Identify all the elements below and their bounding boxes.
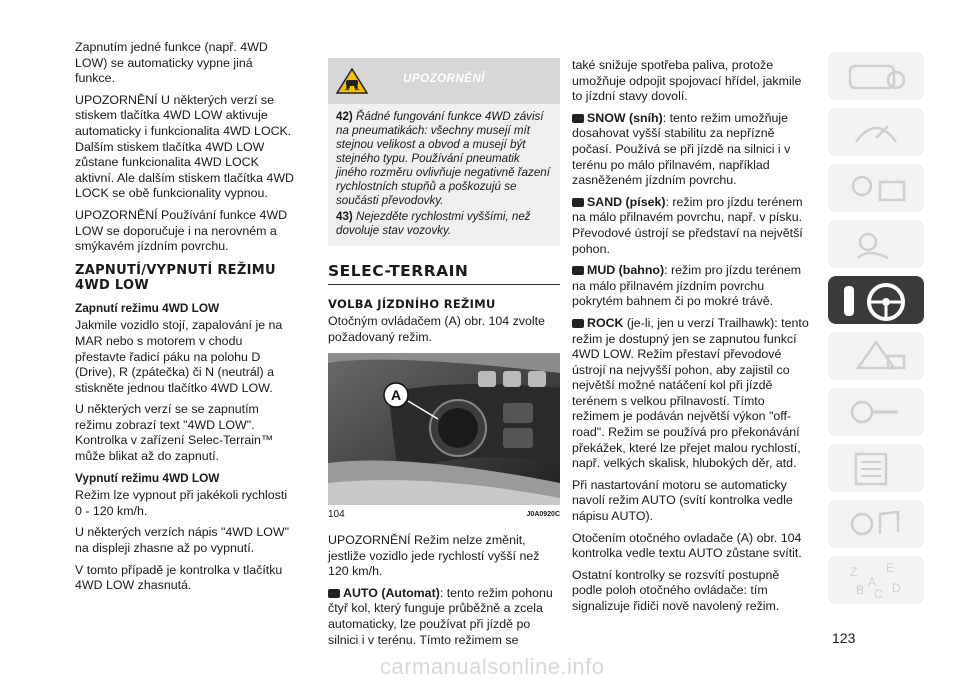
warning-number: 43) — [336, 210, 353, 223]
paragraph: V tomto případě je kontrolka v tlačítku 4WD LOW zhasnutá. — [75, 562, 283, 593]
page-number: 123 — [832, 630, 856, 646]
tab-emergency[interactable] — [828, 332, 924, 380]
chapter-tabs — [828, 52, 928, 612]
mode-indicator-icon — [572, 198, 584, 207]
maintenance-icon — [828, 388, 924, 436]
mode-text: : režim pro jízdu terénem na málo přilnavém jízdním povrchu pokrytém bahnem či po mokré trávě. — [572, 263, 802, 309]
paragraph — [328, 586, 560, 648]
mode-text: : režim pro jízdu terénem na málo přilnavém povrchu, např. v písku. Převodové ústrojí se představí na největší pohon. — [572, 194, 803, 256]
paragraph: UPOZORNĚNÍ Používání funkce 4WD LOW se doporučuje i na nerovném a smýkavém jízdním povrchu. — [75, 207, 288, 254]
section-heading: ZAPNUTÍ/VYPNUTÍ REŽIMU 4WD LOW — [75, 262, 276, 293]
warning-header — [328, 58, 560, 104]
mode-text: (je-li, jen u verzí Trailhawk): tento režim je dostupný jen se zapnutou funkcí 4WD LOW. Režim přestaví převodové ústrojí na nejvyšší pohon, aby zajistil co největší možné natáčení kol při jízdě terénem s velkou přilnavostí. Tímto režimem je podáván největší výkon "off-road". Režim se používá pro překonávání překážek, které lze přejet malou rychlostí, např. velkých skalisk, hlubokých děr, atd. — [572, 315, 809, 471]
warning-lights-icon — [828, 108, 924, 156]
mode-text: : tento režim umožňuje dosahovat vyšší stabilitu za nepřízně počasí. Používá se při jízdě na silnici i v terénu po málo přilnavém, například zasněženém jízdním povrchu. — [572, 110, 791, 188]
subheading: VOLBA JÍZDNÍHO REŽIMU — [328, 296, 496, 311]
paragraph: U některých verzí se se zapnutím režimu zobrazí text "4WD LOW". Kontrolka v zařízení Selec-Terrain™ může blikat až do zapnutí. — [75, 402, 274, 464]
paragraph: Ostatní kontrolky se rozsvítí postupně podle poloh otočného ovládače: tím signalizuje řidiči nově navolený režim. — [572, 567, 780, 613]
column-middle — [328, 58, 560, 654]
tab-starting[interactable] — [828, 220, 924, 268]
warning-body — [328, 104, 560, 246]
paragraph: UPOZORNĚNÍ U některých verzí se stiskem tlačítka 4WD LOW aktivuje automaticky i funkcionalita 4WD LOCK. Dalším stiskem tlačítka 4WD LOW zůstane funkcionalita 4WD LOCK aktivní. Ale dalším stiskem tlačítka 4WD LOCK se obě funkcionality vypnou. — [75, 92, 294, 201]
paragraph — [572, 263, 812, 310]
warning-text: Nejezděte rychlostmi vyššími, než dovoluje stav vozovky. — [336, 210, 531, 237]
subheading: Zapnutí režimu 4WD LOW — [75, 300, 220, 315]
mode-text: : tento režim pohonu čtyř kol, který funguje průběžně a zcela automaticky, lze používat při jízdě po silnici i v terénu. Tímto režimem se — [328, 585, 553, 647]
paragraph: Při nastartování motoru se automaticky navolí režim AUTO (svítí kontrolka vedle nápisu AUTO). — [572, 477, 793, 524]
section-heading: SELEC-TERRAIN — [328, 264, 560, 285]
paragraph: Otočným ovládačem (A) obr. 104 zvolte požadovaný režim. — [328, 314, 545, 344]
tab-maintenance[interactable] — [828, 388, 924, 436]
paragraph — [572, 316, 812, 472]
svg-text:A: A — [868, 575, 877, 589]
car-info-icon — [828, 52, 924, 100]
selec-terrain-knob-photo — [328, 353, 560, 505]
warning-number: 42) — [336, 110, 353, 123]
figure-photo — [328, 353, 560, 505]
paragraph — [572, 111, 812, 189]
emergency-icon — [828, 332, 924, 380]
paragraph: U některých verzích nápis "4WD LOW" na displeji zhasne až po vypnutí. — [75, 525, 289, 556]
mode-indicator-icon — [328, 589, 340, 598]
svg-text:B: B — [856, 583, 865, 597]
paragraph: Režim lze vypnout při jakékoli rychlosti 0 - 120 km/h. — [75, 488, 288, 518]
svg-text:E: E — [886, 561, 895, 575]
figure-caption — [328, 507, 560, 523]
index-icon — [828, 556, 924, 604]
mode-label: AUTO (Automat) — [343, 585, 440, 600]
svg-text:C: C — [874, 587, 883, 601]
paragraph: Jakmile vozidlo stojí, zapalování je na MAR nebo s motorem v chodu přestavte řadicí páku na polohu D (Drive), R (zpátečka) či N (neutrál) a stiskněte jednou tlačítko 4WD LOW. — [75, 318, 283, 395]
safety-icon — [828, 164, 924, 212]
tab-safety[interactable] — [828, 164, 924, 212]
mode-label: SNOW (sníh) — [587, 110, 663, 125]
tab-warning-lights[interactable] — [828, 108, 924, 156]
mode-label: SAND (písek) — [587, 194, 666, 209]
paragraph: také snižuje spotřeba paliva, protože umožňuje odpojit spojovací hřídel, jakmile to jízdní stavy dovolí. — [572, 58, 802, 104]
paragraph — [572, 195, 812, 257]
paragraph: UPOZORNĚNÍ Režim nelze změnit, jestliže vozidlo jede rychlostí vyšší než 120 km/h. — [328, 532, 540, 579]
callout-label: A — [390, 387, 402, 404]
starting-icon — [828, 220, 924, 268]
tab-index[interactable] — [828, 556, 924, 604]
figure-reference: J0A0920C — [526, 511, 560, 519]
multimedia-icon — [828, 500, 924, 548]
paragraph: Otočením otočného ovladače (A) obr. 104 kontrolka vedle textu AUTO zůstane svítit. — [572, 530, 802, 561]
paragraph: Zapnutím jedné funkce (např. 4WD LOW) se automaticky vypne jiná funkce. — [75, 40, 268, 86]
tab-driving[interactable] — [828, 276, 924, 324]
mode-label: ROCK — [587, 315, 624, 330]
subheading: Vypnutí režimu 4WD LOW — [75, 470, 220, 485]
tab-car-info[interactable] — [828, 52, 924, 100]
tab-technical-data[interactable] — [828, 444, 924, 492]
tab-multimedia[interactable] — [828, 500, 924, 548]
column-right — [572, 58, 812, 621]
mode-indicator-icon — [572, 114, 584, 123]
warning-text: Řádné fungování funkce 4WD závisí na pneumatikách: všechny musejí mít stejnou velikost a obvod a musejí být stejného typu. Používání pneumatik jiného rozměru ovlivňuje negativně řazení rychlostních stupňů a poškozujú se součásti převodovky. — [336, 110, 550, 207]
svg-text:Z: Z — [850, 565, 858, 579]
technical-data-icon — [828, 444, 924, 492]
watermark: carmanualsonline.info — [380, 654, 605, 679]
mode-indicator-icon — [572, 266, 584, 275]
column-left — [75, 40, 295, 600]
figure-number: 104 — [328, 509, 345, 521]
steering-wheel-icon — [828, 276, 924, 332]
mode-indicator-icon — [572, 319, 584, 328]
warning-box — [328, 58, 560, 246]
mode-label: MUD (bahno) — [587, 263, 665, 278]
svg-text:D: D — [892, 581, 901, 595]
warning-title: UPOZORNĚNÍ — [403, 73, 485, 85]
